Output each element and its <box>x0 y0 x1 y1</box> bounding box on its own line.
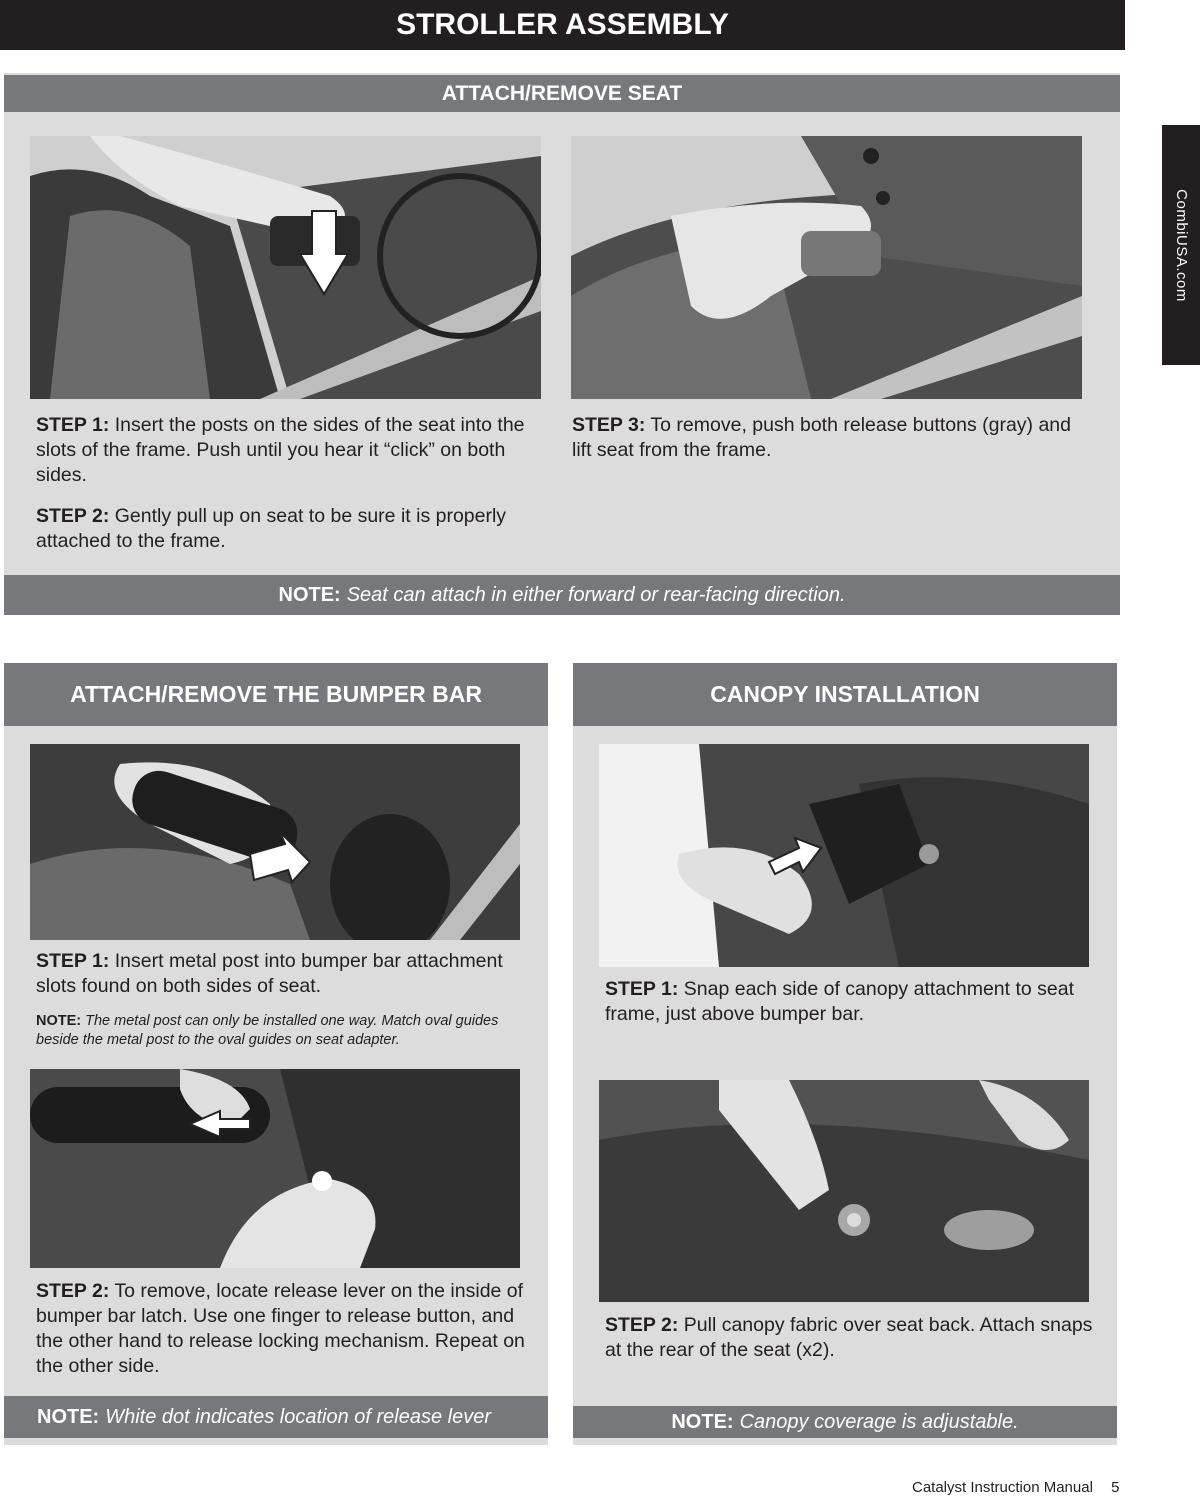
bumper-bar-post-note <box>36 1012 526 1050</box>
note-text: White dot indicates location of release lever <box>105 1405 491 1428</box>
attach-seat-step2 <box>36 504 546 554</box>
manual-title: Catalyst Instruction Manual <box>912 1479 1093 1496</box>
note-text: Seat can attach in either forward or rear-facing direction. <box>346 583 846 606</box>
bumper-bar-title: ATTACH/REMOVE THE BUMPER BAR <box>4 663 548 726</box>
canopy-note <box>573 1406 1117 1438</box>
step-text: To remove, push both release buttons (gray) and lift seat from the frame. <box>572 414 1071 461</box>
bumper-insert-photo <box>30 744 520 940</box>
seat-release-photo <box>571 136 1082 399</box>
canopy-step2 <box>605 1313 1110 1363</box>
footer <box>912 1479 1119 1496</box>
canopy-fabric-photo <box>599 1080 1089 1302</box>
bumper-release-photo <box>30 1069 520 1268</box>
canopy-step1 <box>605 977 1110 1027</box>
step-label: STEP 2: <box>605 1314 679 1336</box>
attach-seat-note <box>4 575 1120 615</box>
step-label: STEP 3: <box>572 414 646 436</box>
canopy-snap-photo <box>599 744 1089 967</box>
step-label: STEP 2: <box>36 505 110 527</box>
step-text: Insert the posts on the sides of the seat into the slots of the frame. Push until you hear it “click” on both sides. <box>36 414 525 486</box>
step-label: STEP 1: <box>36 950 110 972</box>
attach-seat-step1 <box>36 413 541 488</box>
note-label: NOTE: <box>36 1013 82 1029</box>
page-title: STROLLER ASSEMBLY <box>0 0 1125 50</box>
bumper-bar-note <box>4 1396 548 1438</box>
attach-seat-title: ATTACH/REMOVE SEAT <box>4 75 1120 112</box>
step-text: Gently pull up on seat to be sure it is properly attached to the frame. <box>36 505 507 552</box>
note-label: NOTE: <box>37 1405 100 1428</box>
page-number: 5 <box>1111 1479 1120 1496</box>
step-label: STEP 2: <box>36 1280 110 1302</box>
seat-insert-photo <box>30 136 541 399</box>
website-tab <box>1162 125 1200 365</box>
note-label: NOTE: <box>278 583 341 606</box>
website-url: CombiUSA.com <box>1172 188 1190 302</box>
bumper-bar-step1 <box>36 949 536 999</box>
bumper-bar-step2 <box>36 1279 541 1379</box>
canopy-title: CANOPY INSTALLATION <box>573 663 1117 726</box>
note-text: The metal post can only be installed one way. Match oval guides beside the metal post to the oval guides on seat adapter. <box>36 1013 499 1048</box>
step-text: To remove, locate release lever on the inside of bumper bar latch. Use one finger to release button, and the other hand to release locking mechanism. Repeat on the other side. <box>36 1280 525 1377</box>
step-label: STEP 1: <box>605 978 679 1000</box>
note-text: Canopy coverage is adjustable. <box>739 1410 1019 1433</box>
step-text: Insert metal post into bumper bar attachment slots found on both sides of seat. <box>36 950 503 997</box>
step-text: Pull canopy fabric over seat back. Attach snaps at the rear of the seat (x2). <box>605 1314 1093 1361</box>
note-label: NOTE: <box>671 1410 734 1433</box>
step-text: Snap each side of canopy attachment to seat frame, just above bumper bar. <box>605 978 1075 1025</box>
attach-seat-step3 <box>572 413 1077 463</box>
step-label: STEP 1: <box>36 414 110 436</box>
